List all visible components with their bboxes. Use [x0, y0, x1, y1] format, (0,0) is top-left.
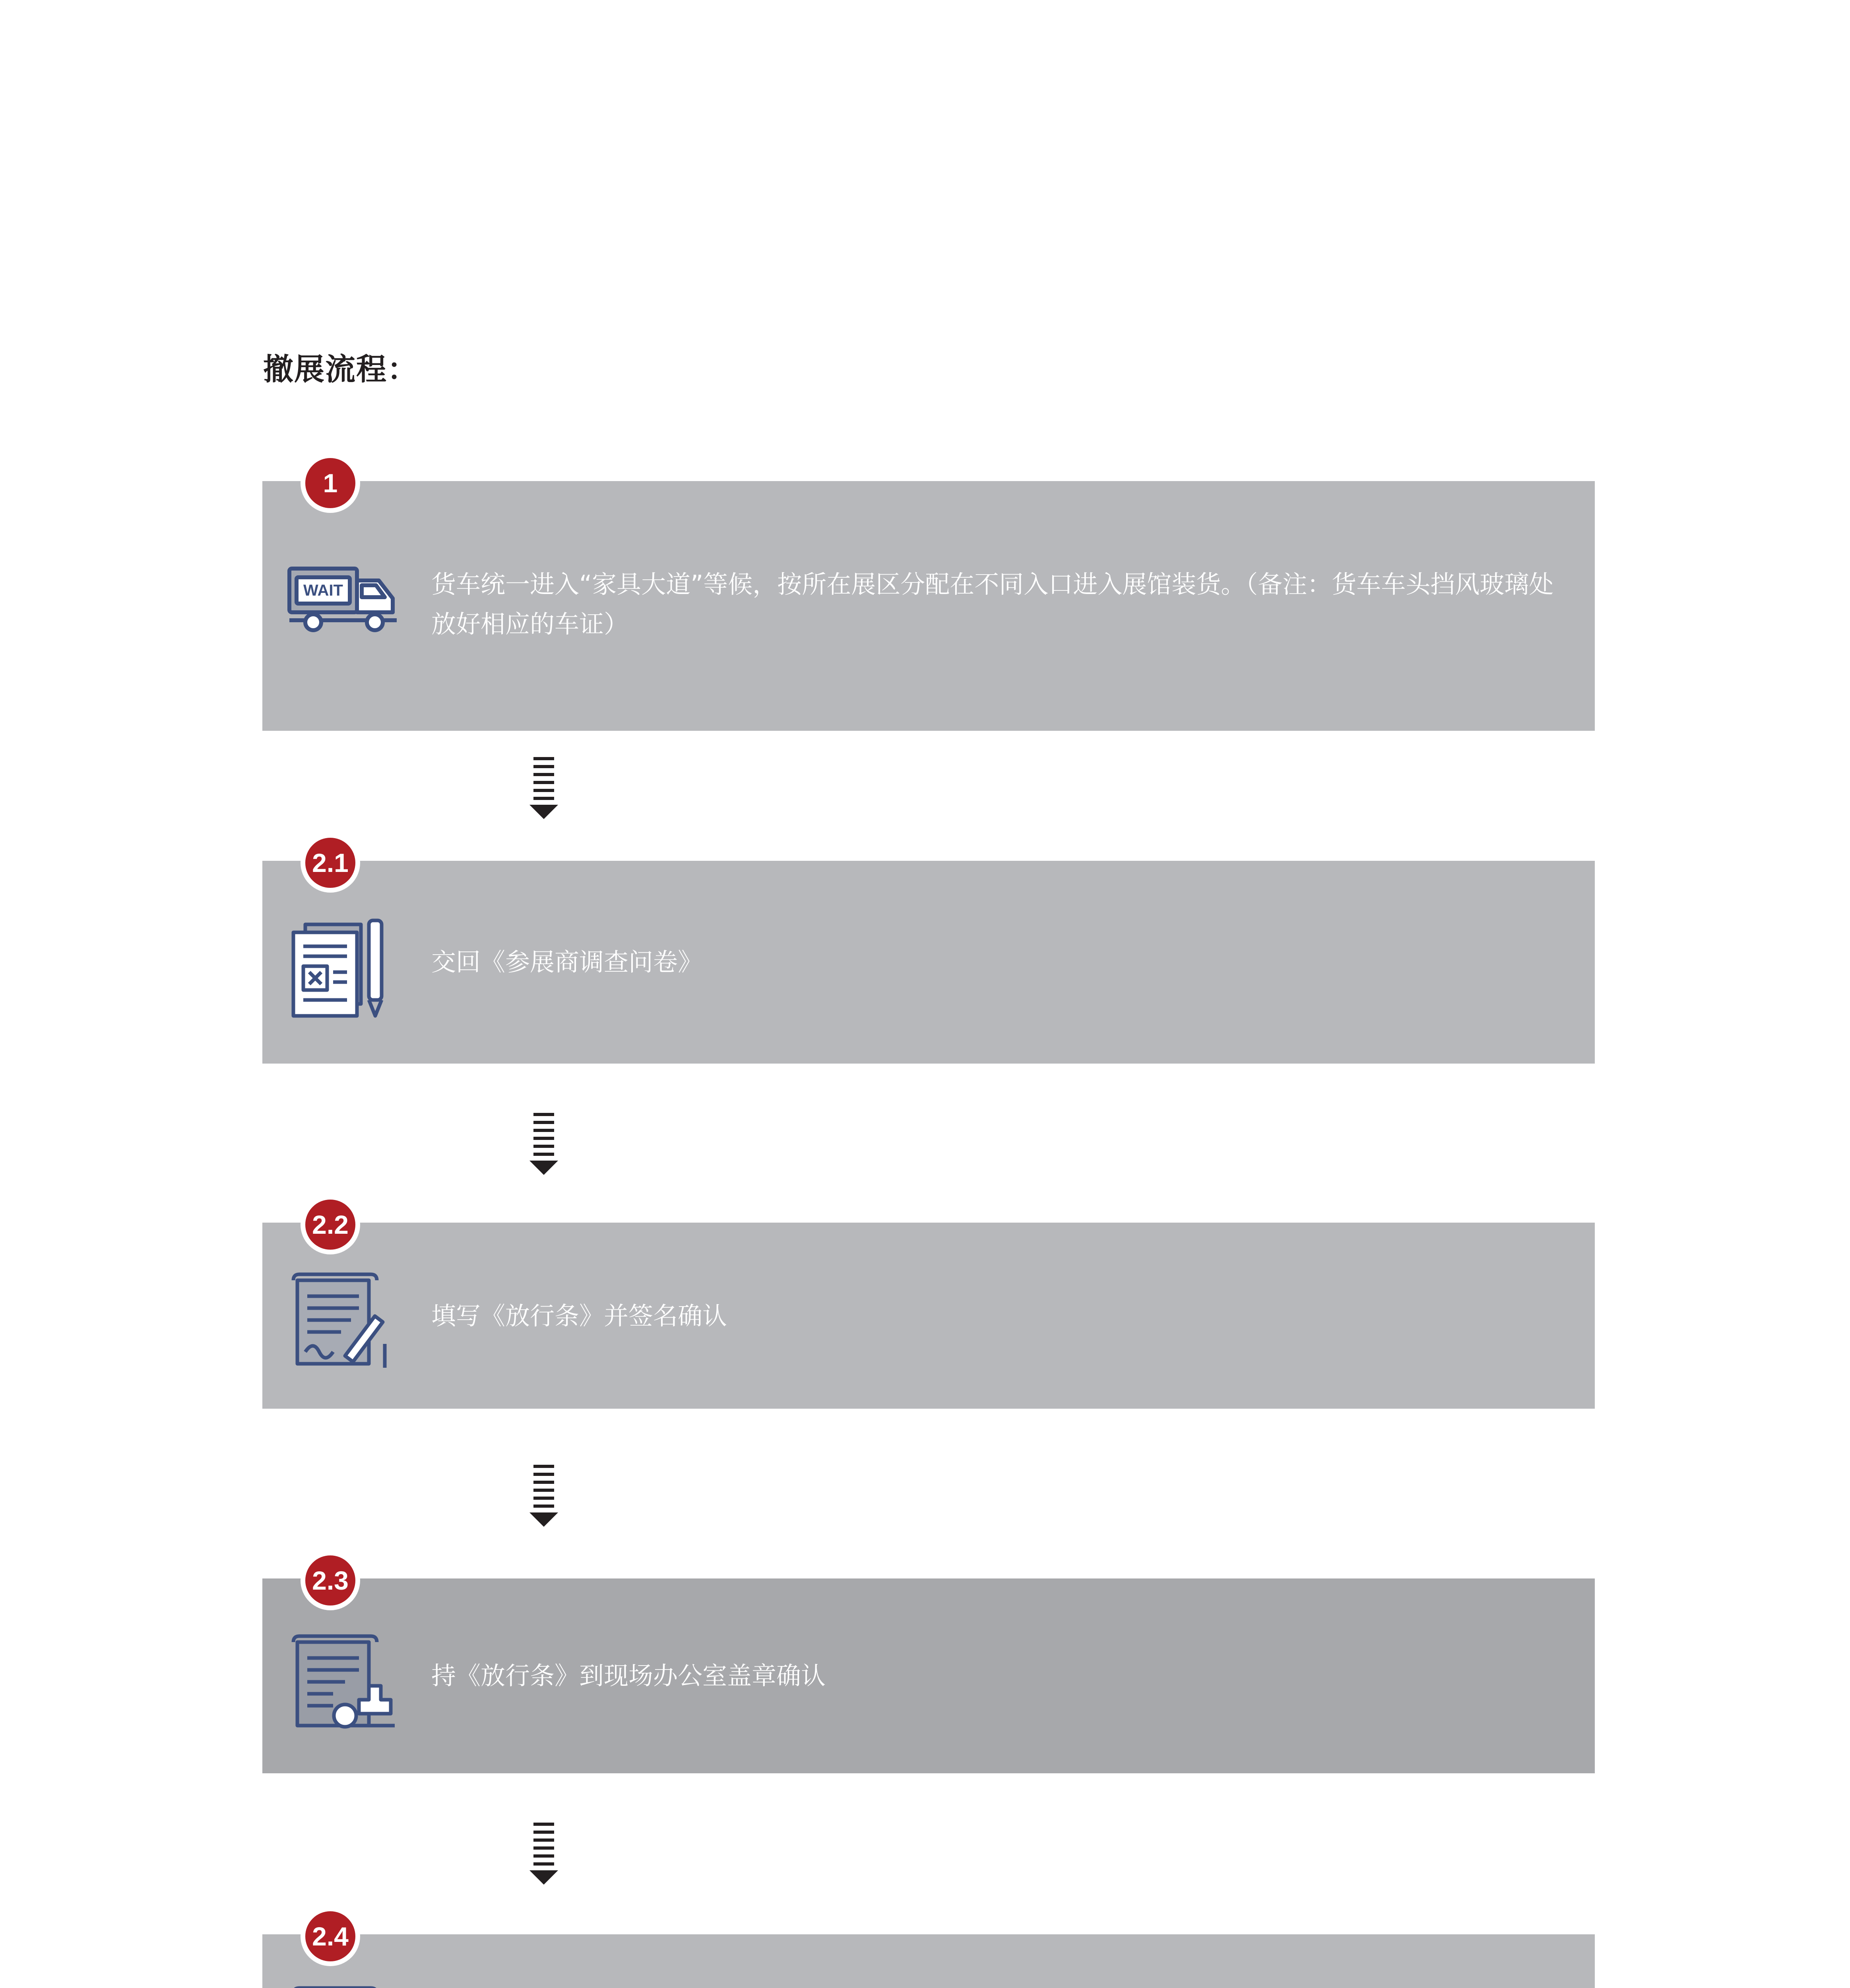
step-badge: 2.4: [301, 1906, 360, 1966]
step-badge: 2.3: [301, 1551, 360, 1610]
locked-document-icon: [285, 1986, 393, 1988]
down-arrow-icon: [528, 1821, 560, 1889]
step-2-3-text: 持《放行条》到现场办公室盖章确认: [431, 1661, 826, 1690]
step-badge: 2.1: [301, 833, 360, 893]
step-badge: 2.2: [301, 1195, 360, 1254]
questionnaire-pen-icon: [285, 916, 393, 1024]
step-2-2-box: [262, 1210, 1595, 1409]
truck-wait-label: WAIT: [303, 582, 343, 599]
down-arrow-icon: [528, 755, 560, 823]
sign-document-icon: [285, 1272, 393, 1372]
step-1-text: 货车统一进入“家具大道”等候，按所在展区分配在不同入口进入展馆装货。（备注：货车车头挡风玻璃处放好相应的车证）: [431, 570, 1554, 639]
step-1-box: [262, 468, 1595, 731]
step-badge: 1: [301, 453, 360, 513]
section-title: 撤展流程：: [263, 351, 418, 387]
step-2-4-box: [262, 1922, 1595, 1988]
down-arrow-icon: [528, 1463, 560, 1531]
step-2-1-text: 交回《参展商调查问卷》: [431, 947, 703, 977]
step-2-1-box: [262, 848, 1595, 1064]
wait-truck-icon: [285, 553, 405, 640]
step-2-2-text: 填写《放行条》并签名确认: [431, 1301, 727, 1330]
down-arrow-icon: [528, 1111, 560, 1179]
step-2-3-box: [262, 1566, 1595, 1773]
stamp-document-icon: [285, 1634, 397, 1734]
